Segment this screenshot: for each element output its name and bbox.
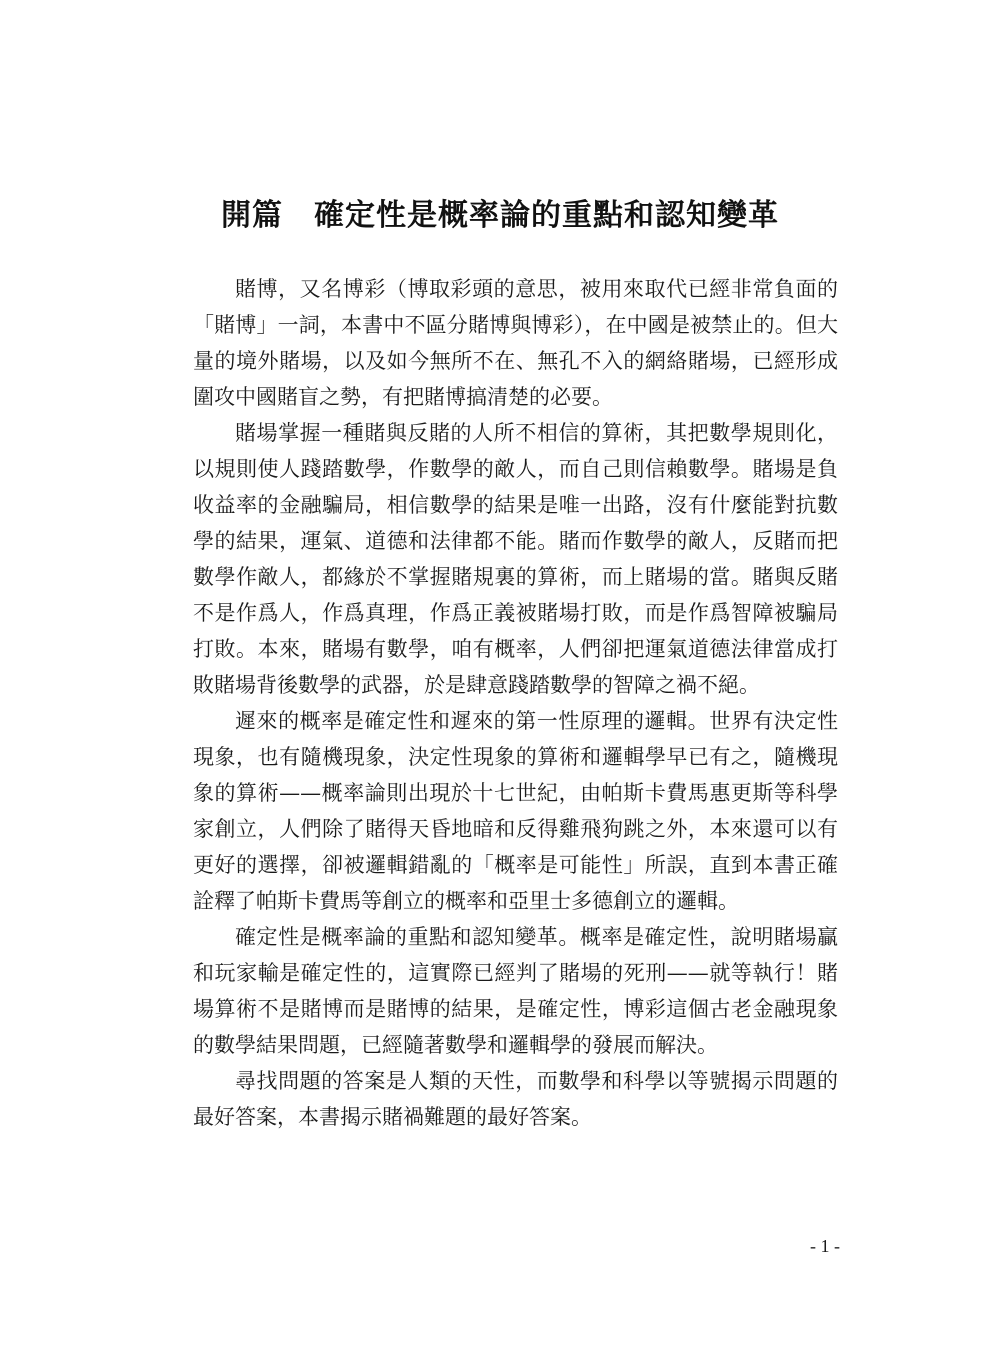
text-line: 以規則使人踐踏數學，作數學的敵人，而自己則信賴數學。賭場是負: [193, 457, 838, 481]
text-line: 學的結果，運氣、道德和法律都不能。賭而作數學的敵人，反賭而把: [193, 529, 838, 553]
chapter-title: 開篇 確定性是概率論的重點和認知變革: [221, 198, 779, 233]
text-line: 的數學結果問題，已經隨著數學和邏輯學的發展而解決。: [193, 1033, 718, 1057]
page-number: - 1 -: [810, 1236, 840, 1256]
text-line: 不是作爲人，作爲真理，作爲正義被賭場打敗，而是作爲智障被騙局: [193, 601, 838, 625]
text-line: 打敗。本來，賭場有數學，咱有概率，人們卻把運氣道德法律當成打: [193, 637, 838, 661]
text-line: 象的算術——概率論則出現於十七世紀，由帕斯卡費馬惠更斯等科學: [193, 781, 838, 805]
text-line: 詮釋了帕斯卡費馬等創立的概率和亞里士多德創立的邏輯。: [193, 889, 739, 913]
paragraph-5: [193, 1063, 838, 1135]
text-line: 敗賭場背後數學的武器，於是肆意踐踏數學的智障之禍不絕。: [193, 673, 760, 697]
text-line: 賭場掌握一種賭與反賭的人所不相信的算術，其把數學規則化，: [235, 421, 838, 445]
paragraph-3: [193, 703, 838, 919]
text-line: 更好的選擇，卻被邏輯錯亂的「概率是可能性」所誤，直到本書正確: [193, 853, 838, 877]
text-line: 「賭博」一詞，本書中不區分賭博與博彩），在中國是被禁止的。但大: [193, 313, 838, 337]
text-line: 和玩家輸是確定性的，這實際已經判了賭場的死刑——就等執行！賭: [193, 961, 838, 985]
text-line: 家創立，人們除了賭得天昏地暗和反得雞飛狗跳之外，本來還可以有: [193, 817, 838, 841]
paragraph-1: [193, 271, 838, 415]
text-line: 量的境外賭場，以及如今無所不在、無孔不入的網絡賭場，已經形成: [193, 349, 838, 373]
paragraph-4: [193, 919, 838, 1063]
text-line: 圍攻中國賭盲之勢，有把賭博搞清楚的必要。: [193, 385, 613, 409]
paragraph-2: [193, 415, 838, 703]
text-line: 場算術不是賭博而是賭博的結果，是確定性，博彩這個古老金融現象: [193, 997, 838, 1021]
text-line: 收益率的金融騙局，相信數學的結果是唯一出路，沒有什麼能對抗數: [193, 493, 838, 517]
text-line: 最好答案，本書揭示賭禍難題的最好答案。: [193, 1105, 592, 1129]
body-text: [193, 271, 838, 1135]
text-line: 現象，也有隨機現象，決定性現象的算術和邏輯學早已有之，隨機現: [193, 745, 838, 769]
text-line: 賭博，又名博彩（博取彩頭的意思，被用來取代已經非常負面的: [235, 277, 838, 301]
text-line: 確定性是概率論的重點和認知變革。概率是確定性，說明賭場贏: [235, 925, 838, 949]
text-line: 數學作敵人，都緣於不掌握賭規裏的算術，而上賭場的當。賭與反賭: [193, 565, 838, 589]
text-line: 遲來的概率是確定性和遲來的第一性原理的邏輯。世界有決定性: [235, 709, 838, 733]
text-line: 尋找問題的答案是人類的天性，而數學和科學以等號揭示問題的: [235, 1069, 838, 1093]
